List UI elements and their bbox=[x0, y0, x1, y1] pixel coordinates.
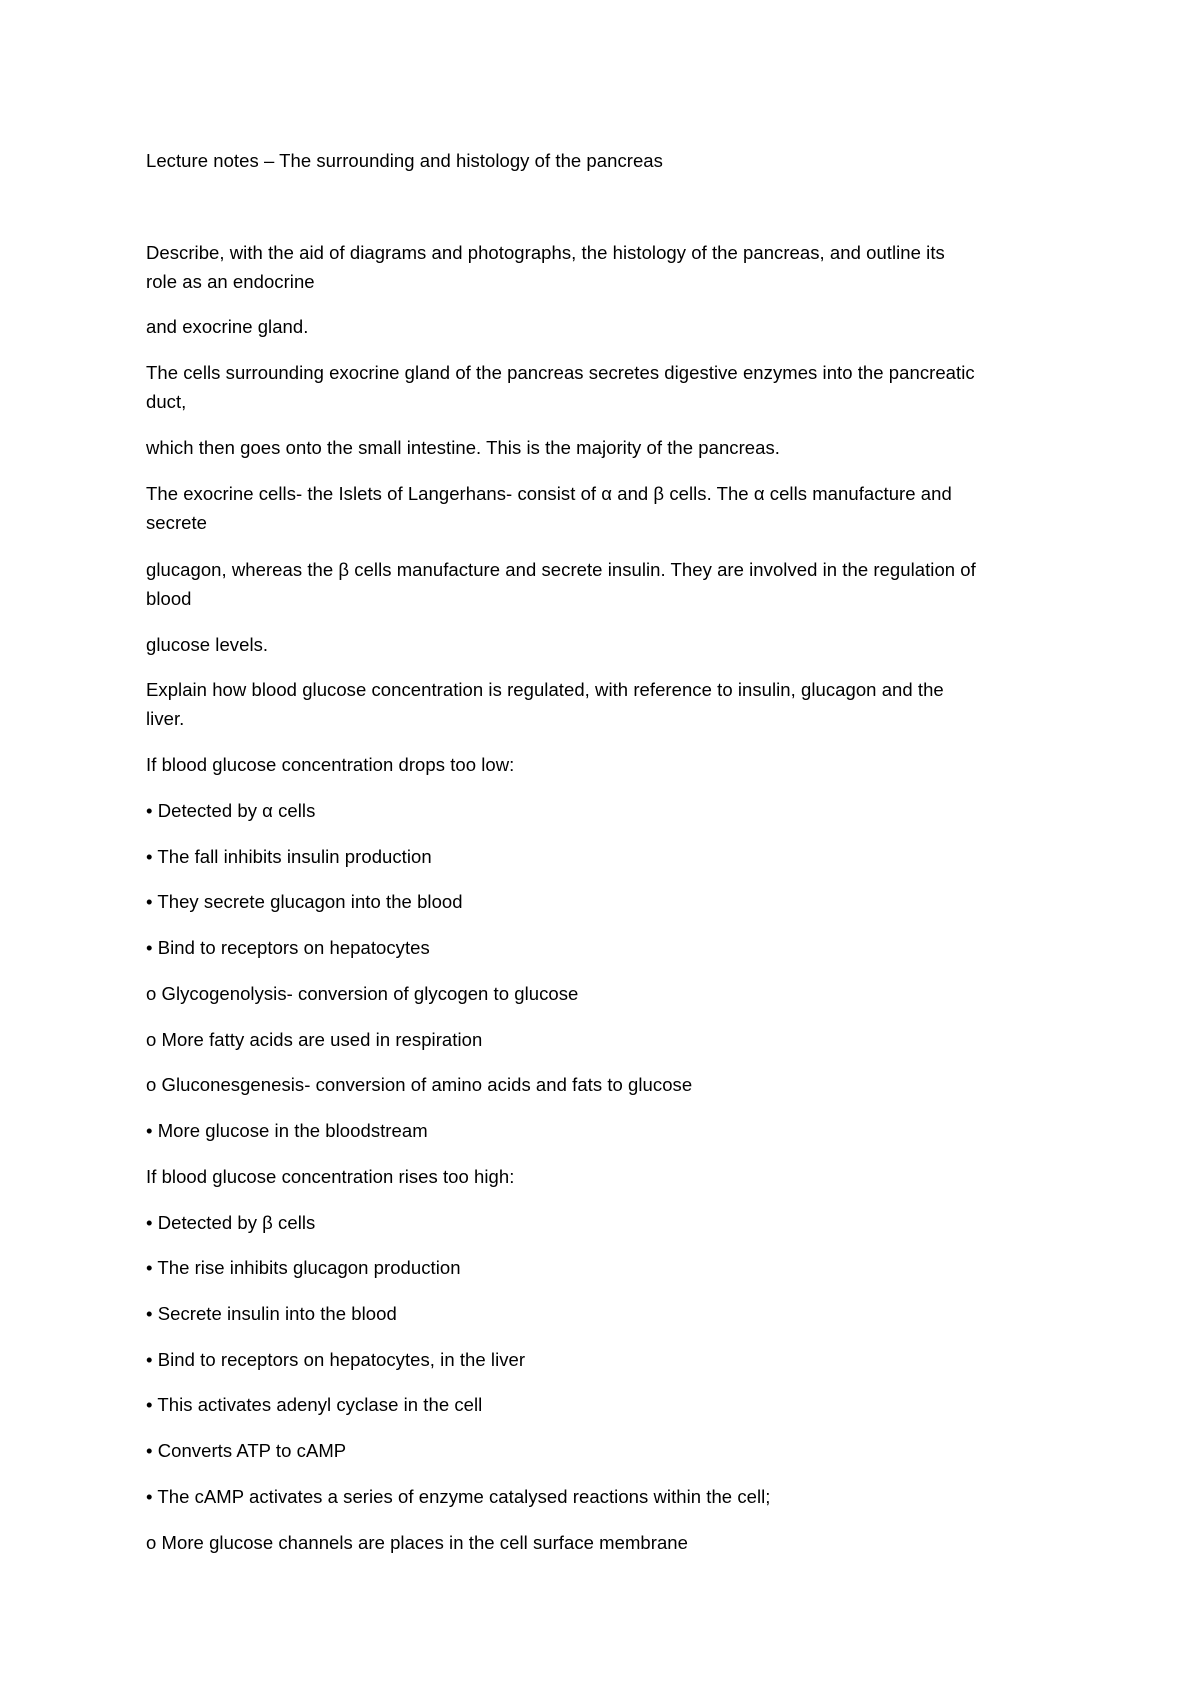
text-line: glucagon, whereas the β cells manufacture and secrete insulin. They are involved in the regulation of bbox=[146, 559, 976, 580]
text-line: secrete bbox=[146, 512, 208, 533]
text-line: liver. bbox=[146, 708, 185, 729]
text-line: Describe, with the aid of diagrams and photographs, the histology of the pancreas, and outline its bbox=[146, 242, 945, 263]
list-item: • Detected by β cells bbox=[146, 1212, 316, 1233]
section-heading: If blood glucose concentration drops too low: bbox=[146, 754, 515, 775]
list-item: • More glucose in the bloodstream bbox=[146, 1120, 428, 1141]
text-line: and exocrine gland. bbox=[146, 316, 309, 337]
text-line: blood bbox=[146, 588, 192, 609]
sub-list-item: o Glycogenolysis- conversion of glycogen to glucose bbox=[146, 983, 579, 1004]
text-line: The cells surrounding exocrine gland of the pancreas secretes digestive enzymes into the pancreatic bbox=[146, 362, 975, 383]
text-line: role as an endocrine bbox=[146, 271, 315, 292]
list-item: • This activates adenyl cyclase in the cell bbox=[146, 1394, 483, 1415]
sub-list-item: o More fatty acids are used in respiration bbox=[146, 1029, 483, 1050]
text-line: which then goes onto the small intestine. This is the majority of the pancreas. bbox=[146, 437, 780, 458]
document-page bbox=[146, 0, 1066, 1698]
text-line: The exocrine cells- the Islets of Langerhans- consist of α and β cells. The α cells manufacture and bbox=[146, 483, 952, 504]
list-item: • The cAMP activates a series of enzyme catalysed reactions within the cell; bbox=[146, 1486, 771, 1507]
list-item: • Detected by α cells bbox=[146, 800, 316, 821]
text-line: Explain how blood glucose concentration is regulated, with reference to insulin, glucagon and the bbox=[146, 679, 944, 700]
sub-list-item: o More glucose channels are places in the cell surface membrane bbox=[146, 1532, 688, 1553]
list-item: • Converts ATP to cAMP bbox=[146, 1440, 347, 1461]
list-item: • The fall inhibits insulin production bbox=[146, 846, 432, 867]
list-item: • Bind to receptors on hepatocytes, in the liver bbox=[146, 1349, 526, 1370]
list-item: • They secrete glucagon into the blood bbox=[146, 891, 463, 912]
document-title: Lecture notes – The surrounding and histology of the pancreas bbox=[146, 150, 663, 171]
list-item: • The rise inhibits glucagon production bbox=[146, 1257, 461, 1278]
list-item: • Bind to receptors on hepatocytes bbox=[146, 937, 430, 958]
text-line: duct, bbox=[146, 391, 187, 412]
section-heading: If blood glucose concentration rises too high: bbox=[146, 1166, 515, 1187]
list-item: • Secrete insulin into the blood bbox=[146, 1303, 397, 1324]
text-line: glucose levels. bbox=[146, 634, 269, 655]
sub-list-item: o Gluconesgenesis- conversion of amino acids and fats to glucose bbox=[146, 1074, 693, 1095]
